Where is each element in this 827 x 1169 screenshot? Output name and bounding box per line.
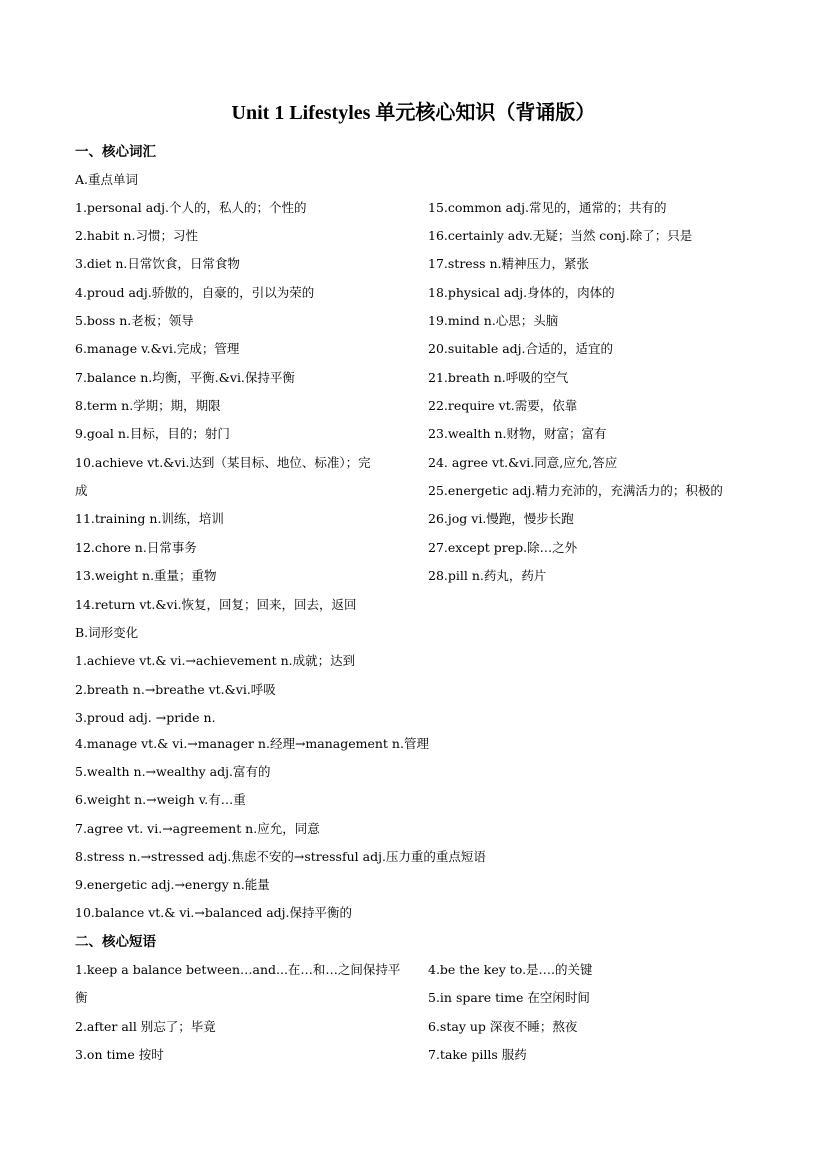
word-entry: 28.pill n.药丸，药片 xyxy=(428,568,547,583)
word-entry: 4.proud adj.骄傲的，自豪的，引以为荣的 xyxy=(75,285,315,300)
word-entry: 9.goal n.目标，目的；射门 xyxy=(75,426,230,441)
word-entry: 13.weight n.重量；重物 xyxy=(75,568,217,583)
subheading-word-forms: B.词形变化 xyxy=(75,625,139,640)
page-title: Unit 1 Lifestyles 单元核心知识（背诵版） xyxy=(231,102,596,124)
word-entry: 5.boss n.老板；领导 xyxy=(75,313,194,328)
word-entry: 23.wealth n.财物，财富；富有 xyxy=(428,426,607,441)
word-entry: 25.energetic adj.精力充沛的，充满活力的；积极的 xyxy=(428,483,723,498)
phrase-entry: 2.after all 别忘了；毕竟 xyxy=(75,1019,216,1034)
word-form-entry: 1.achieve vt.& vi.→achievement n.成就；达到 xyxy=(75,653,356,668)
subheading-key-words: A.重点单词 xyxy=(75,172,139,187)
word-entry: 24. agree vt.&vi.同意,应允,答应 xyxy=(428,455,618,470)
word-entry: 19.mind n.心思；头脑 xyxy=(428,313,559,328)
word-entry: 12.chore n.日常事务 xyxy=(75,540,197,555)
phrase-entry: 7.take pills 服药 xyxy=(428,1047,527,1062)
phrase-entry: 6.stay up 深夜不睡；熬夜 xyxy=(428,1019,578,1034)
word-form-entry: 6.weight n.→weigh v.有…重 xyxy=(75,792,246,807)
word-entry: 7.balance n.均衡，平衡.&vi.保持平衡 xyxy=(75,370,295,385)
word-entry: 21.breath n.呼吸的空气 xyxy=(428,370,569,385)
word-form-entry: 7.agree vt. vi.→agreement n.应允，同意 xyxy=(75,821,320,836)
word-form-entry: 8.stress n.→stressed adj.焦虑不安的→stressful adj.压力重的重点短语 xyxy=(75,849,486,864)
word-form-entry: 2.breath n.→breathe vt.&vi.呼吸 xyxy=(75,682,276,697)
section-heading-phrases: 二、核心短语 xyxy=(75,934,156,950)
word-entry: 11.training n.训练，培训 xyxy=(75,511,224,526)
word-entry: 22.require vt.需要，依靠 xyxy=(428,398,578,413)
word-form-entry: 4.manage vt.& vi.→manager n.经理→management n.管理 xyxy=(75,736,429,751)
word-entry: 26.jog vi.慢跑，慢步长跑 xyxy=(428,511,574,526)
phrase-entry: 3.on time 按时 xyxy=(75,1047,164,1062)
word-form-entry: 3.proud adj. →pride n. xyxy=(75,710,216,725)
phrase-entry: 1.keep a balance between…and...在…和…之间保持平 xyxy=(75,962,401,977)
word-entry: 27.except prep.除…之外 xyxy=(428,540,578,555)
word-entry: 1.personal adj.个人的，私人的；个性的 xyxy=(75,200,307,215)
word-entry: 3.diet n.日常饮食，日常食物 xyxy=(75,256,240,271)
phrase-entry: 4.be the key to.是….的关键 xyxy=(428,962,593,977)
phrase-entry: 5.in spare time 在空闲时间 xyxy=(428,990,590,1005)
word-entry: 16.certainly adv.无疑；当然 conj.除了；只是 xyxy=(428,228,693,243)
word-entry: 8.term n.学期；期，期限 xyxy=(75,398,221,413)
word-entry: 6.manage v.&vi.完成；管理 xyxy=(75,341,240,356)
word-form-entry: 9.energetic adj.→energy n.能量 xyxy=(75,877,270,892)
word-entry: 2.habit n.习惯；习性 xyxy=(75,228,198,243)
word-form-entry: 5.wealth n.→wealthy adj.富有的 xyxy=(75,764,271,779)
phrase-entry-continuation: 衡 xyxy=(75,990,88,1005)
word-entry: 17.stress n.精神压力，紧张 xyxy=(428,256,590,271)
word-entry: 15.common adj.常见的，通常的；共有的 xyxy=(428,200,667,215)
word-form-entry: 10.balance vt.& vi.→balanced adj.保持平衡的 xyxy=(75,905,353,920)
word-entry: 10.achieve vt.&vi.达到（某目标、地位、标准）；完 xyxy=(75,455,371,470)
word-entry: 18.physical adj.身体的，肉体的 xyxy=(428,285,615,300)
word-entry: 14.return vt.&vi.恢复，回复；回来，回去，返回 xyxy=(75,597,357,612)
word-entry: 20.suitable adj.合适的，适宜的 xyxy=(428,341,613,356)
section-heading-vocabulary: 一、核心词汇 xyxy=(75,144,156,160)
word-entry-continuation: 成 xyxy=(75,483,88,498)
